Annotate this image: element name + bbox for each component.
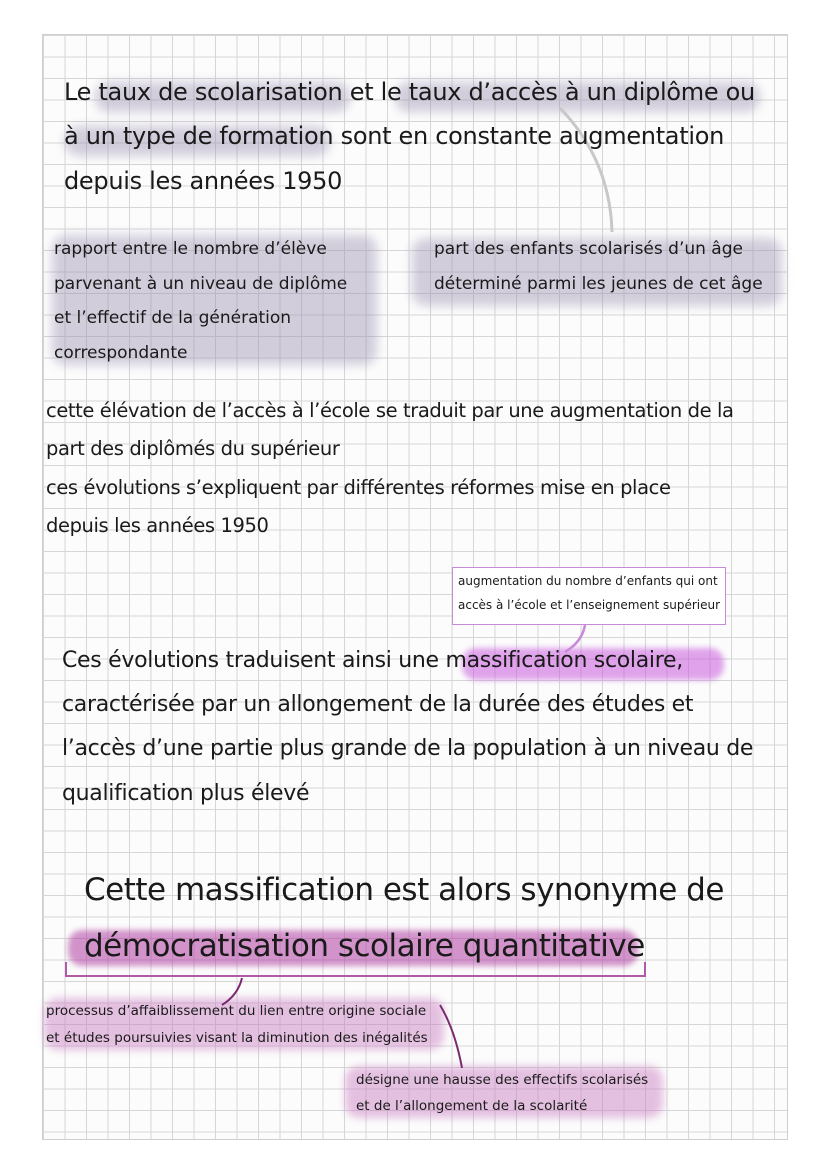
massification-line-1 bbox=[62, 648, 683, 673]
massification-note-line-2: accès à l’école et l’enseignement supérieur bbox=[458, 598, 721, 612]
massification-scolaire-term: massification scolaire, bbox=[445, 648, 683, 673]
intro-line-3: depuis les années 1950 bbox=[64, 167, 343, 195]
def-left-line-4: correspondante bbox=[54, 343, 188, 363]
def-right-line-2: déterminé parmi les jeunes de cet âge bbox=[434, 274, 763, 294]
massification-line-3: l’accès d’une partie plus grande de la population à un niveau de bbox=[62, 736, 754, 761]
def-left-line-2: parvenant à un niveau de diplôme bbox=[54, 274, 348, 294]
evolution-line-1: cette élévation de l’accès à l’école se traduit par une augmentation de la bbox=[46, 399, 734, 422]
intro-line-1: Le taux de scolarisation et le taux d’accès à un diplôme ou bbox=[64, 78, 755, 106]
conclusion-line-2: démocratisation scolaire quantitative bbox=[84, 928, 645, 964]
def-democratisation-line-2: et études poursuivies visant la diminution des inégalités bbox=[46, 1030, 428, 1046]
def-democratisation-line-1: processus d’affaiblissement du lien entre origine sociale bbox=[46, 1003, 427, 1019]
massification-line-1-start: Ces évolutions traduisent ainsi une bbox=[62, 648, 446, 673]
def-left-line-3: et l’effectif de la génération bbox=[54, 308, 292, 328]
evolution-line-4: depuis les années 1950 bbox=[46, 514, 269, 537]
def-quantitative-line-1: désigne une hausse des effectifs scolarisés bbox=[356, 1072, 649, 1088]
evolution-line-3: ces évolutions s’expliquent par différentes réformes mise en place bbox=[46, 476, 671, 499]
massification-note-box bbox=[452, 567, 726, 625]
def-right-line-1: part des enfants scolarisés d’un âge bbox=[434, 239, 743, 259]
massification-line-4: qualification plus élevé bbox=[62, 781, 310, 806]
def-left-line-1: rapport entre le nombre d’élève bbox=[54, 239, 327, 259]
conclusion-line-1: Cette massification est alors synonyme de bbox=[84, 872, 724, 908]
evolution-line-2: part des diplômés du supérieur bbox=[46, 437, 340, 460]
massification-line-2: caractérisée par un allongement de la durée des études et bbox=[62, 692, 694, 717]
def-quantitative-line-2: et de l’allongement de la scolarité bbox=[356, 1098, 588, 1114]
intro-line-2: à un type de formation sont en constante augmentation bbox=[64, 122, 724, 150]
massification-note-line-1: augmentation du nombre d’enfants qui ont bbox=[458, 574, 718, 588]
